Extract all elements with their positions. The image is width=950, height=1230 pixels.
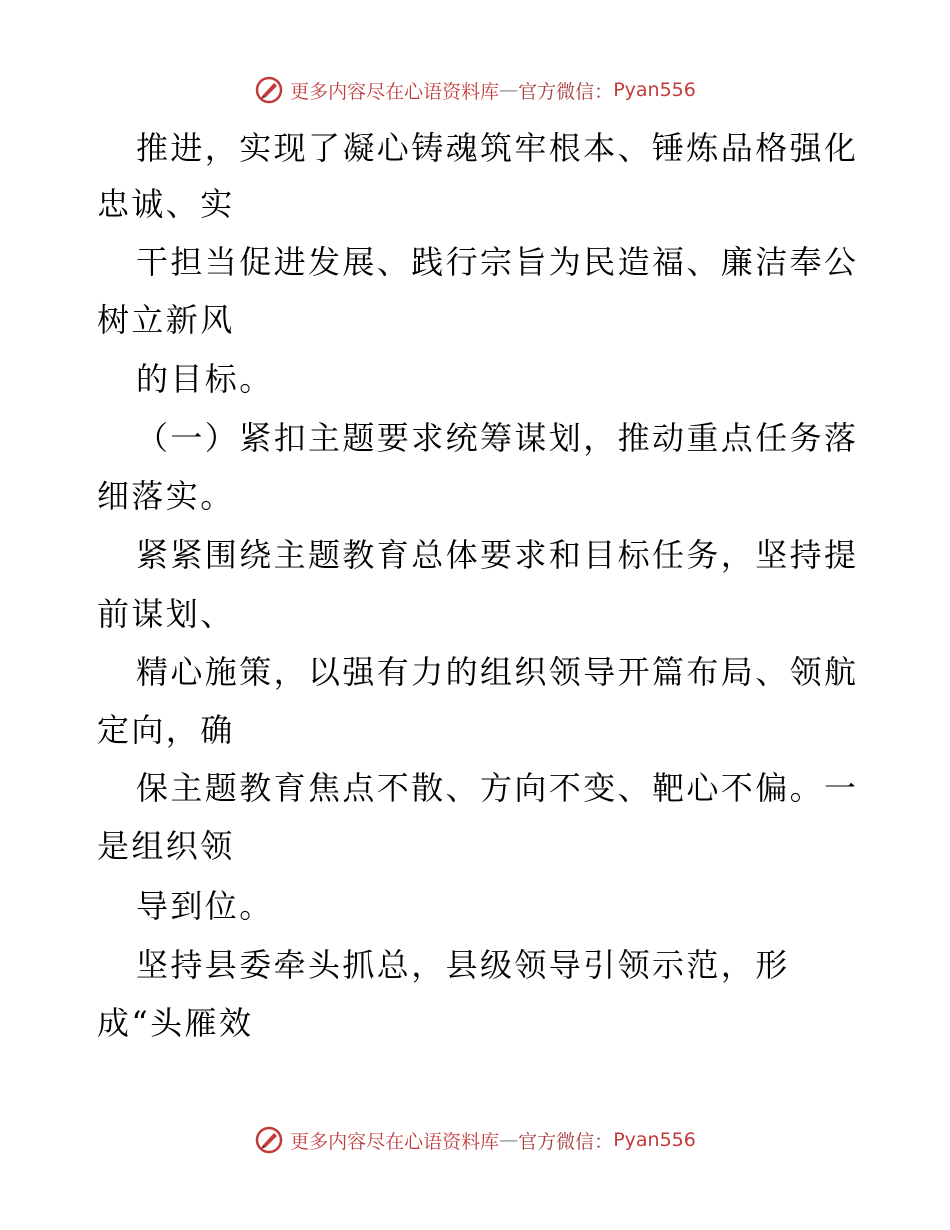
text-line: 细落实。 [97,477,235,515]
text-line: 干担当促进发展、践行宗旨为民造福、廉洁奉公 [136,243,859,281]
text-line: 精心施策，以强有力的组织领导开篇布局、领航 [136,653,859,691]
watermark-brand: 更多内容尽在心语资料库 [290,80,500,103]
header-watermark [0,70,950,110]
text-line: 的目标。 [136,360,274,398]
text-line: 紧紧围绕主题教育总体要求和目标任务，坚持提 [136,536,859,574]
text-line: 忠诚、实 [97,185,235,223]
watermark-wechat-label: 官方微信： [518,80,614,103]
pen-logo-icon [254,75,284,105]
text-line: 保主题教育焦点不散、方向不变、靶心不偏。一 [136,769,859,807]
pen-logo-icon [254,1125,284,1155]
watermark-wechat-label: 官方微信： [518,1130,614,1153]
text-line: 树立新风 [97,301,235,339]
watermark-wechat-id: Pyan556 [613,1129,696,1151]
watermark-separator: — [499,79,519,101]
text-line: 成“头雁效 [97,1004,254,1042]
text-line: 坚持县委牵头抓总，县级领导引领示范，形 [136,946,790,984]
watermark-separator: — [499,1129,519,1151]
text-line: 推进，实现了凝心铸魂筑牢根本、锤炼品格强化 [136,129,859,167]
text-line: 前谋划、 [97,595,235,633]
text-line: （一）紧扣主题要求统筹谋划，推动重点任务落 [136,419,859,457]
text-line: 是组织领 [97,827,235,865]
watermark-brand: 更多内容尽在心语资料库 [290,1130,500,1153]
footer-watermark [0,1120,950,1160]
watermark-wechat-id: Pyan556 [613,79,696,101]
text-line: 导到位。 [136,887,274,925]
text-line: 定向，确 [97,711,235,749]
